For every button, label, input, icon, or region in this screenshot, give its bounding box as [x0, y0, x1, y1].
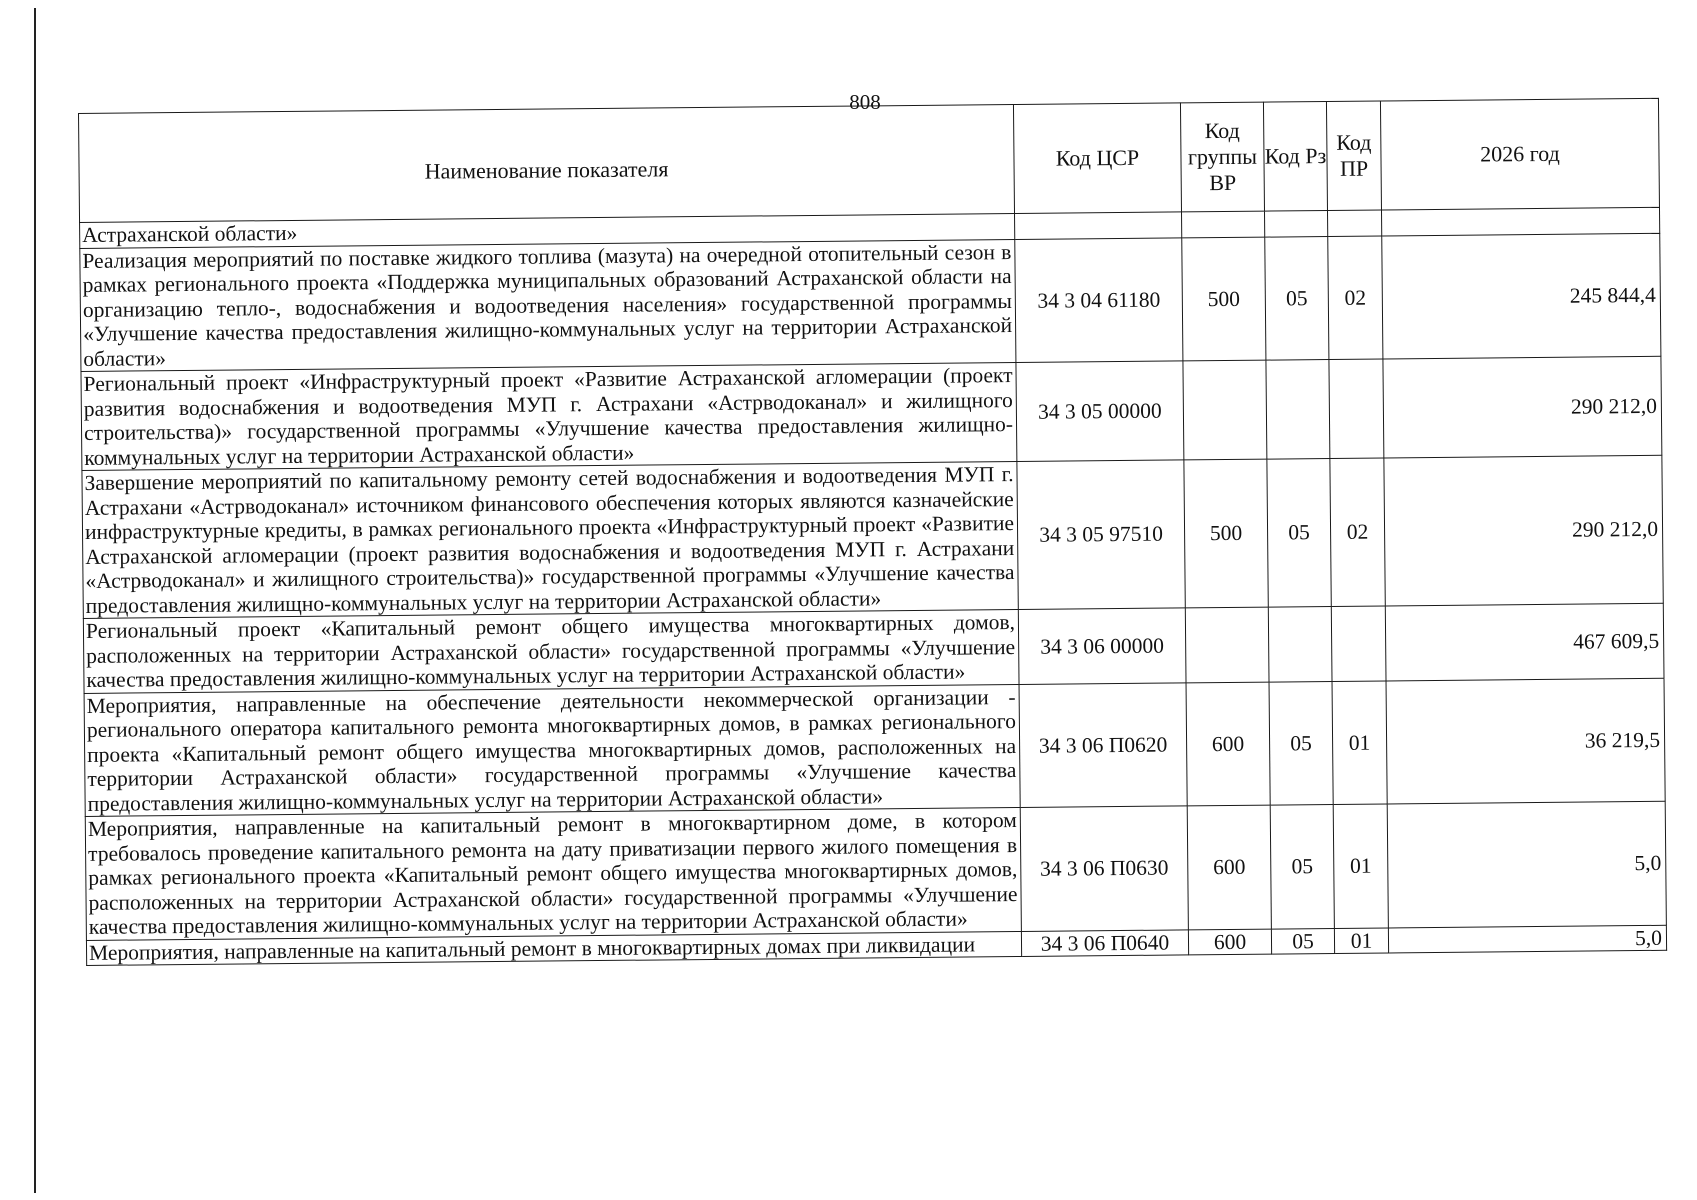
header-rz: Код Рз [1263, 102, 1327, 212]
row-name: Реализация мероприятий по поставке жидкого топлива (мазута) на очередной отопительный сезон в рамках регионального проекта «Поддержка муниципальных образований Астраханской области на организацию тепло-, водоснабжения и водоотведения населения» государственной программы «Улучшение качества предоставления жилищно-коммунальных услуг на территории Астраханской области» [80, 239, 1016, 371]
row-amount: 36 219,5 [1386, 678, 1665, 804]
row-vr [1183, 360, 1267, 460]
row-pr: 02 [1330, 458, 1385, 607]
budget-table [78, 98, 1667, 966]
row-vr: 600 [1186, 682, 1270, 806]
budget-table-sheet [78, 98, 1666, 966]
row-pr: 01 [1332, 680, 1387, 804]
row-name: Мероприятия, направленные на капитальный ремонт в многоквартирных домах при ликвидации [86, 931, 1021, 965]
header-year: 2026 год [1380, 98, 1659, 210]
row-rz [1268, 606, 1332, 681]
header-csr: Код ЦСР [1013, 103, 1181, 214]
row-pr: 01 [1333, 804, 1388, 928]
row-csr: 34 3 06 00000 [1018, 608, 1186, 684]
table-row [85, 801, 1666, 940]
row-rz [1264, 211, 1327, 237]
row-csr: 34 3 06 П0630 [1020, 806, 1188, 931]
row-rz: 05 [1265, 236, 1329, 360]
row-pr [1331, 606, 1386, 681]
row-csr [1015, 212, 1182, 239]
row-csr: 34 3 06 П0640 [1021, 929, 1188, 956]
row-pr: 02 [1328, 235, 1383, 359]
row-rz: 05 [1269, 681, 1333, 805]
table-row [81, 356, 1662, 470]
row-vr: 600 [1187, 805, 1271, 929]
row-pr [1329, 359, 1384, 459]
page-margin-line [34, 8, 36, 1193]
header-pr: Код ПР [1326, 101, 1381, 211]
row-amount: 290 212,0 [1384, 455, 1663, 606]
row-amount: 467 609,5 [1385, 603, 1664, 680]
row-rz [1266, 360, 1330, 460]
row-name: Завершение мероприятий по капитальному ремонту сетей водоснабжения и водоотведения МУП г. Астрахани «Астрводоканал» источником финансового обеспечения которых являются казначейские инфраструктурные кредиты, в рамках регионального проекта «Инфраструктурный проект «Развитие Астраханской агломерации (проект развития водоснабжения и водоотведения МУП г. Астрахани «Астрводоканал» и жилищного строительства)» государственной программы «Улучшение качества предоставления жилищно-коммунальных услуг на территории Астраханской области» [82, 462, 1018, 619]
row-csr: 34 3 05 00000 [1016, 361, 1184, 462]
row-amount [1381, 207, 1659, 235]
row-pr [1327, 210, 1381, 236]
table-header-row [79, 98, 1660, 222]
row-vr: 600 [1188, 929, 1271, 955]
row-amount: 5,0 [1387, 801, 1666, 927]
row-csr: 34 3 06 П0620 [1019, 682, 1187, 807]
table-row [80, 233, 1661, 372]
table-row [82, 455, 1663, 618]
row-name: Региональный проект «Капитальный ремонт общего имущества многоквартирных домов, расположенных на территории Астраханской области» государственной программы «Улучшение качества предоставления жилищно-коммунальных услуг на территории Астраханской области» [83, 609, 1019, 692]
row-vr: 500 [1184, 459, 1268, 608]
row-amount: 5,0 [1388, 925, 1666, 953]
row-amount: 290 212,0 [1383, 356, 1662, 458]
table-row [84, 678, 1665, 817]
row-vr [1185, 607, 1269, 682]
row-vr [1182, 211, 1265, 237]
row-rz: 05 [1267, 458, 1331, 607]
page-number: 808 [849, 90, 881, 114]
row-csr: 34 3 04 61180 [1015, 237, 1183, 362]
row-name: Мероприятия, направленные на капитальный ремонт в многоквартирном доме, в котором требовалось проведение капитального ремонта на дату приватизации первого жилого помещения в рамках регионального проекта «Капитальный ремонт общего имущества многоквартирных домов, расположенных на территории Астраханской области» государственной программы «Улучшение качества предоставления жилищно-коммунальных услуг на территории Астраханской области» [85, 807, 1021, 939]
header-vr: Код группы ВР [1180, 102, 1264, 212]
row-name: Мероприятия, направленные на обеспечение деятельности некоммерческой организации - регионального оператора капитального ремонта многоквартирных домов, в рамках регионального проекта «Капитальный ремонт общего имущества многоквартирных домов, расположенных на территории Астраханской области» государственной программы «Улучшение качества предоставления жилищно-коммунальных услуг на территории Астраханской области» [84, 684, 1020, 816]
row-name: Астраханской области» [80, 214, 1015, 248]
row-vr: 500 [1182, 237, 1266, 361]
row-csr: 34 3 05 97510 [1017, 460, 1185, 610]
row-amount: 245 844,4 [1382, 233, 1661, 359]
row-rz: 05 [1271, 928, 1334, 954]
row-rz: 05 [1270, 804, 1334, 928]
row-pr: 01 [1334, 927, 1388, 953]
row-name: Региональный проект «Инфраструктурный проект «Развитие Астраханской агломерации (проект развития водоснабжения и водоотведения МУП г. Астрахани «Астрводоканал» и жилищного строительства)» государственной программы «Улучшение качества предоставления жилищно-коммунальных услуг на территории Астраханской области» [81, 363, 1017, 471]
header-name: Наименование показателя [79, 105, 1015, 223]
